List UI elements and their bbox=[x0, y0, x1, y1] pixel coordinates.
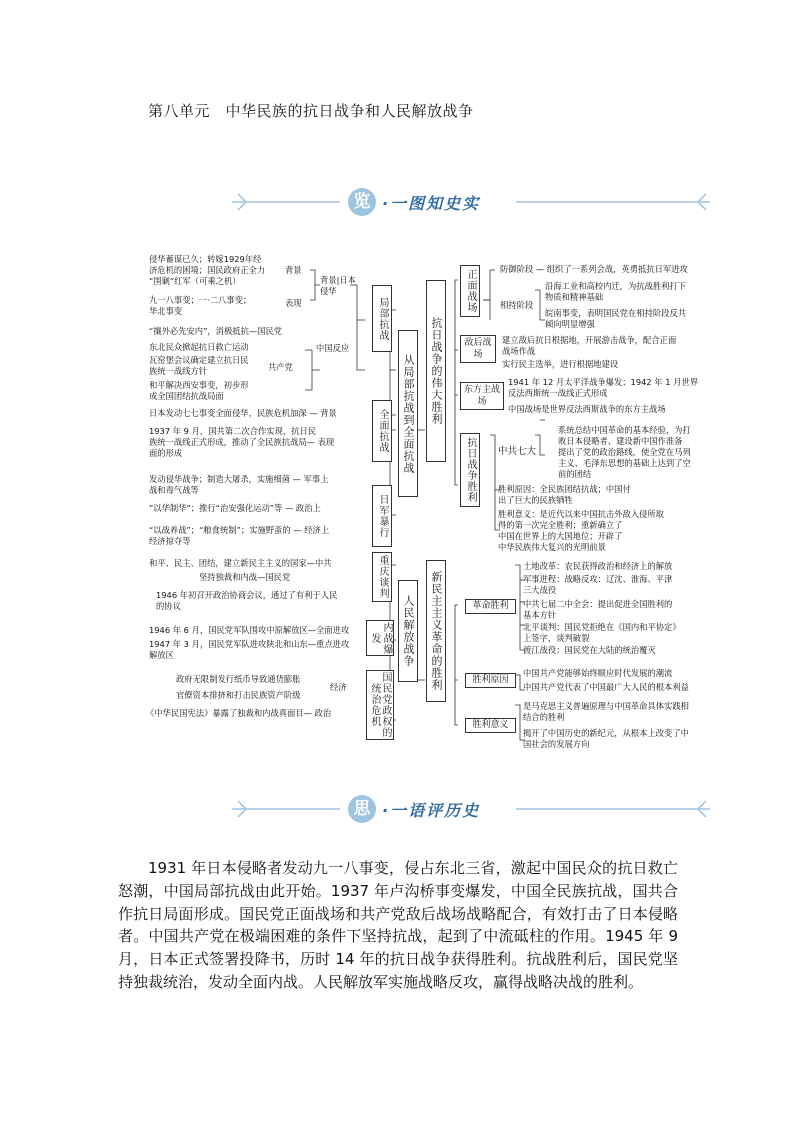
note-label-china-reaction: 中国反应 bbox=[316, 343, 350, 353]
banner-badge: 览 bbox=[348, 188, 376, 216]
node-victory-significance: 胜利意义 bbox=[465, 718, 516, 733]
note-congress-summary: 系统总结中国革命的基本经验，为打 败日本侵略者、建设新中国作准备 bbox=[558, 425, 691, 446]
note-incidents: 九一八事变；一·二八事变； 华北事变 bbox=[149, 295, 252, 316]
node-anti-japanese-victory: 抗日战争胜利 bbox=[460, 433, 480, 507]
note-political: “以华制华”；推行“治安强化运动”等 — 政治上 bbox=[149, 503, 321, 513]
note-military: 发动侵华战争；制造大屠杀，实施细菌 — 军事上 战和毒气战等 bbox=[149, 474, 329, 495]
note-label-economy: 经济 bbox=[330, 682, 347, 692]
note-label-ccp: 共产党 bbox=[268, 362, 293, 372]
node-front-battlefield: 正面战场 bbox=[460, 265, 480, 317]
section-banner-comment bbox=[0, 787, 794, 831]
note-yangtze: 渡江战役：国民党在大陆的统治覆灭 bbox=[523, 645, 656, 655]
node-civil-war: 内战爆发 bbox=[366, 620, 394, 656]
note-constitution: 《中华民国宪法》暴露了独裁和内战真面目— 政治 bbox=[146, 708, 332, 718]
note-inflation: 政府无限制发行纸币导致通货膨胀 bbox=[176, 674, 301, 684]
node-new-democratic-victory: 新民主主义革命的胜利 bbox=[426, 560, 446, 702]
note-july7: 日本发动七七事变全面侵华，民族危机加深 — 背景 bbox=[149, 408, 337, 418]
note-kmt-passive: “攘外必先安内”，消极抵抗—国民党 bbox=[149, 326, 283, 336]
note-7th-congress: 中共七大 bbox=[498, 446, 537, 457]
summary-paragraph: 1931 年日本侵略者发动九一八事变，侵占东北三省，激起中国民众的抗日救亡怒潮，中国局部抗战由此开始。1937 年卢沟桥事变爆发，中国全民族抗战，国共合作抗日局面形成。国民党正面战场和共产党敌后战场战略配合，有效打击了日本侵略者。中国共产党在极端困难的条件下坚持抗战，起到了中流砥柱的作用。1945 年 9 月，日本正式签署投降书，历时 14 年的抗日战争获得胜利。抗战胜利后，国民党坚持独裁统治，发动全面内战。人民解放军实施战略反攻，赢得战略决战的胜利。 bbox=[118, 859, 678, 991]
note-2nd-plenum: 中共七届二中全会：提出促进全国胜利的 基本方针 bbox=[523, 599, 673, 620]
note-meaning-marxism: 是马克思主义普遍原理与中国革命具体实践相 结合的胜利 bbox=[523, 701, 689, 722]
note-relocation: 沿海工业和高校内迁，为抗战胜利打下 物质和精神基础 bbox=[545, 281, 687, 302]
note-economic: “以战养战”；“粮食统制”；实施野蛮的 — 经济上 经济掠夺等 bbox=[149, 525, 330, 546]
node-main-liberation: 人民解放战争 bbox=[398, 580, 418, 682]
node-kmt-crisis: 国民党政权的统治危机 bbox=[366, 670, 394, 740]
note-democratic-election: 实行民主选举，进行根据地建设 bbox=[502, 359, 619, 369]
node-full-war: 全面抗战 bbox=[372, 400, 392, 462]
note-pacific-war: 1941 年 12 月太平洋战争爆发；1942 年 1 月世界 反法西斯统一战线正式形成 bbox=[508, 377, 699, 398]
node-rear-battlefield: 敌后战场 bbox=[460, 335, 496, 363]
note-ccp-position: 和平、民主、团结，建立新民主主义的国家—中共 bbox=[149, 558, 332, 568]
note-reason-trend: 中国共产党能够始终顺应时代发展的潮流 bbox=[523, 668, 673, 678]
note-stalemate: 相持阶段 bbox=[500, 300, 534, 310]
note-wannan: 皖南事变，表明国民党在相持阶段反共 倾向明显增强 bbox=[545, 308, 687, 329]
note-northeast: 东北民众掀起抗日救亡运动 bbox=[149, 342, 249, 352]
node-chongqing-talks: 重庆谈判 bbox=[372, 552, 392, 602]
note-label-background: 背景 bbox=[285, 265, 302, 275]
note-military-process: 军事进程：战略反攻：辽沈、淮海、平津 三大战役 bbox=[523, 574, 673, 595]
node-atrocities: 日军暴行 bbox=[372, 485, 392, 547]
note-full-attack: 1946 年 6 月，国民党军队围攻中原解放区—全面进攻 bbox=[149, 625, 350, 635]
note-bureaucratic-capital: 官僚资本排挤和打击民族资产阶级 bbox=[176, 690, 301, 700]
page-title: 第八单元 中华民族的抗日战争和人民解放战争 bbox=[148, 102, 474, 120]
banner-title: ·一图知史实 bbox=[382, 194, 481, 213]
section-banner-overview bbox=[0, 180, 794, 224]
note-land-reform: 土地改革：农民获得政治和经济上的解放 bbox=[523, 561, 673, 571]
node-victory-anti-japanese: 抗日战争的伟大胜利 bbox=[426, 280, 446, 462]
note-beiping-talks: 北平谈判：国民党拒绝在《国内和平协定》 上签字，谈判破裂 bbox=[523, 622, 681, 643]
node-local-war: 局部抗战 bbox=[372, 285, 392, 352]
note-label-manifest: 表现 bbox=[285, 298, 302, 308]
note-victory-reason: 胜利原因：全民族团结抗战；中国付 出了巨大的民族牺牲 bbox=[498, 484, 631, 505]
node-victory-reasons: 胜利原因 bbox=[465, 673, 516, 688]
banner-title: ·一语评历史 bbox=[382, 801, 481, 820]
note-background-causes: 侵华蓄谋已久；转嫁1929年经 济危机的困境；国民政府正全力 “围剿”红军（可乘之机） bbox=[149, 254, 266, 286]
note-wayaobao: 瓦窑堡会议确定建立抗日民 族统一战线方针 bbox=[149, 355, 249, 376]
note-meaning-new-era: 揭开了中国历史的新纪元，从根本上改变了中 国社会的发展方向 bbox=[523, 728, 689, 749]
note-key-attack: 1947 年 3 月，国民党军队进攻陕北和山东—重点进攻 解放区 bbox=[149, 639, 350, 660]
note-victory-meaning: 胜利意义：是近代以来中国抗击外敌入侵所取 得的第一次完全胜利；重新确立了 中国在世界上的大国地位；开辟了 中华民族伟大复兴的光明前景 bbox=[498, 509, 664, 552]
note-japan-invasion: 背景|日本 侵华 bbox=[320, 275, 356, 296]
note-xian: 和平解决西安事变，初步形 成全国团结抗战局面 bbox=[149, 380, 249, 401]
node-revolution-victory: 革命胜利 bbox=[465, 599, 516, 614]
node-main-anti-japanese: 从局部抗战到全面抗战 bbox=[398, 330, 418, 497]
note-united-front: 1937 年 9 月，国共第二次合作实现，抗日民 族统一战线正式形成，推动了全民族抗战局— 表现 面的形成 bbox=[149, 426, 335, 458]
banner-badge: 思 bbox=[348, 795, 376, 823]
note-pcc: 1946 年初召开政治协商会议，通过了有利于人民 的协议 bbox=[156, 590, 338, 611]
note-reason-interest: 中国共产党代表了中国最广大人民的根本利益 bbox=[523, 682, 689, 692]
node-eastern-battlefield: 东方主战场 bbox=[460, 382, 504, 410]
note-kmt-position: 坚持独裁和内战—国民党 bbox=[199, 572, 291, 582]
note-congress-line: 提出了党的政治路线，使全党在马列 主义、毛泽东思想的基础上达到了空 前的团结 bbox=[558, 447, 691, 479]
note-eastern-main: 中国战场是世界反法西斯战争的东方主战场 bbox=[508, 404, 666, 414]
mind-map bbox=[140, 250, 740, 785]
note-base-areas: 建立敌后抗日根据地，开展游击战争，配合正面 战场作战 bbox=[502, 335, 677, 356]
note-defense-stage: 防御阶段 — 组织了一系列会战，英勇抵抗日军进攻 bbox=[500, 264, 688, 274]
